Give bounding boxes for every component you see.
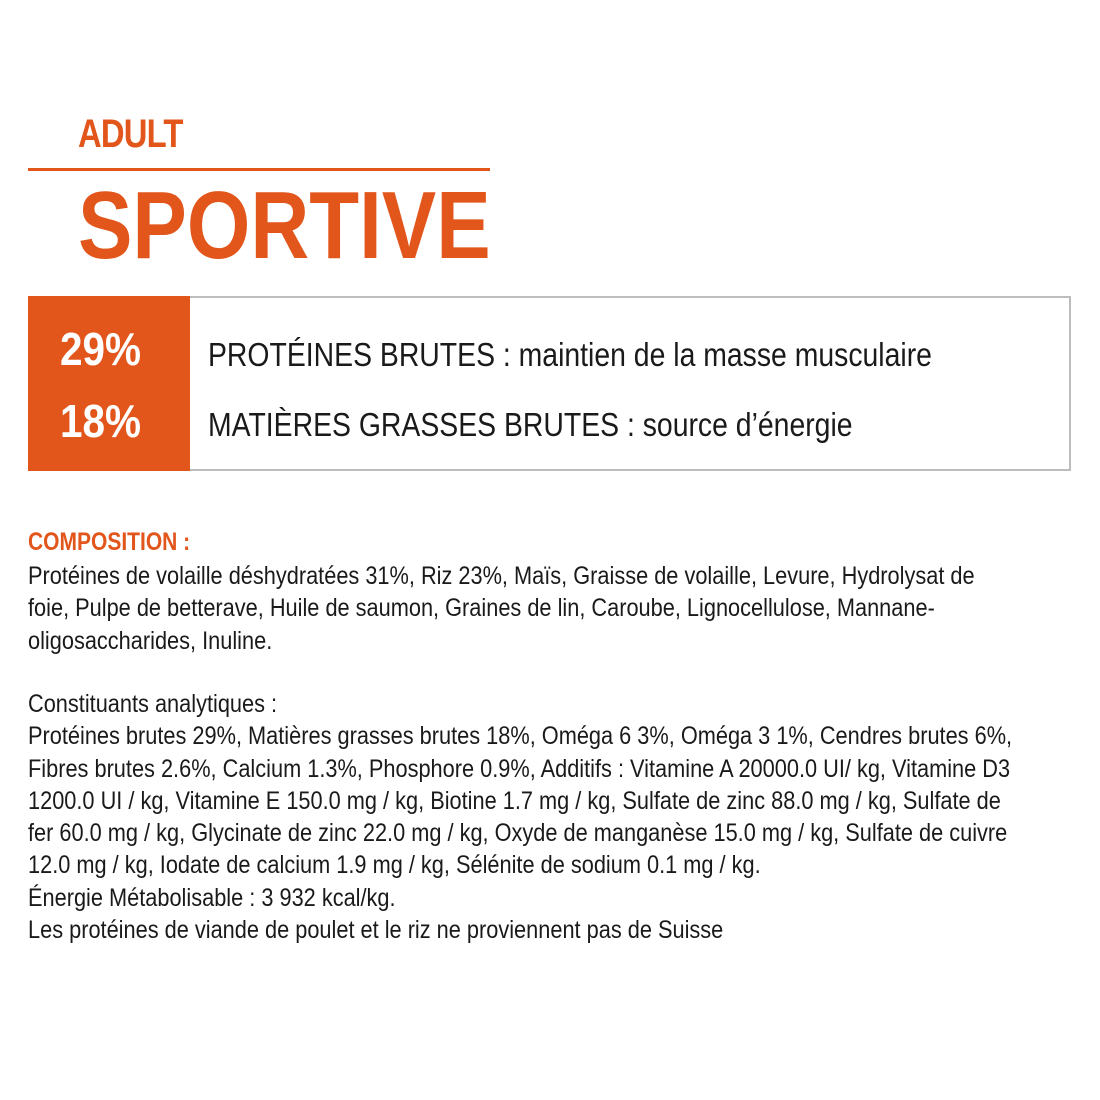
analytic-line: Constituants analytiques : <box>28 690 278 718</box>
percent-column <box>28 296 190 471</box>
origin-note: Les protéines de viande de poulet et le riz ne proviennent pas de Suisse <box>28 916 724 945</box>
composition-line: foie, Pulpe de betterave, Huile de saumon, Graines de lin, Caroube, Lignocellulose, Mannane- <box>28 594 935 623</box>
product-title: SPORTIVE <box>78 172 491 279</box>
energy-line: Énergie Métabolisable : 3 932 kcal/kg. <box>28 883 396 912</box>
composition-line <box>28 560 975 592</box>
analytic-constituents-paragraph <box>28 688 1071 946</box>
analytic-line: fer 60.0 mg / kg, Glycinate de zinc 22.0 mg / kg, Oxyde de manganèse 15.0 mg / kg, Sulfate de cuivre <box>28 819 1008 848</box>
protein-percent: 29% <box>60 323 142 375</box>
header-divider <box>28 168 490 171</box>
analytic-line: Fibres brutes 2.6%, Calcium 1.3%, Phosphore 0.9%, Additifs : Vitamine A 20000.0 UI/ kg, Vitamine D3 <box>28 754 1011 783</box>
composition-line-text: Protéines de volaille déshydratées 31%, Riz 23%, Maïs, Graisse de volaille, Levure, Hydrolysat de <box>28 562 975 590</box>
fat-percent: 18% <box>60 395 142 447</box>
composition-heading: COMPOSITION : <box>28 528 191 556</box>
analytic-line: 1200.0 UI / kg, Vitamine E 150.0 mg / kg, Biotine 1.7 mg / kg, Sulfate de zinc 88.0 mg / kg, Sulfate de <box>28 786 1001 815</box>
protein-description: PROTÉINES BRUTES : maintien de la masse musculaire <box>208 336 932 373</box>
composition-line: oligosaccharides, Inuline. <box>28 626 273 655</box>
age-label: ADULT <box>78 112 183 156</box>
nutrient-highlight-box <box>28 296 1071 471</box>
analytic-line: 12.0 mg / kg, Iodate de calcium 1.9 mg / kg, Sélénite de sodium 0.1 mg / kg. <box>28 851 761 880</box>
fat-description: MATIÈRES GRASSES BRUTES : source d’énergie <box>208 406 853 443</box>
analytic-line: Protéines brutes 29%, Matières grasses brutes 18%, Oméga 6 3%, Oméga 3 1%, Cendres brutes 6%, <box>28 722 1013 751</box>
composition-paragraph <box>28 560 1071 657</box>
